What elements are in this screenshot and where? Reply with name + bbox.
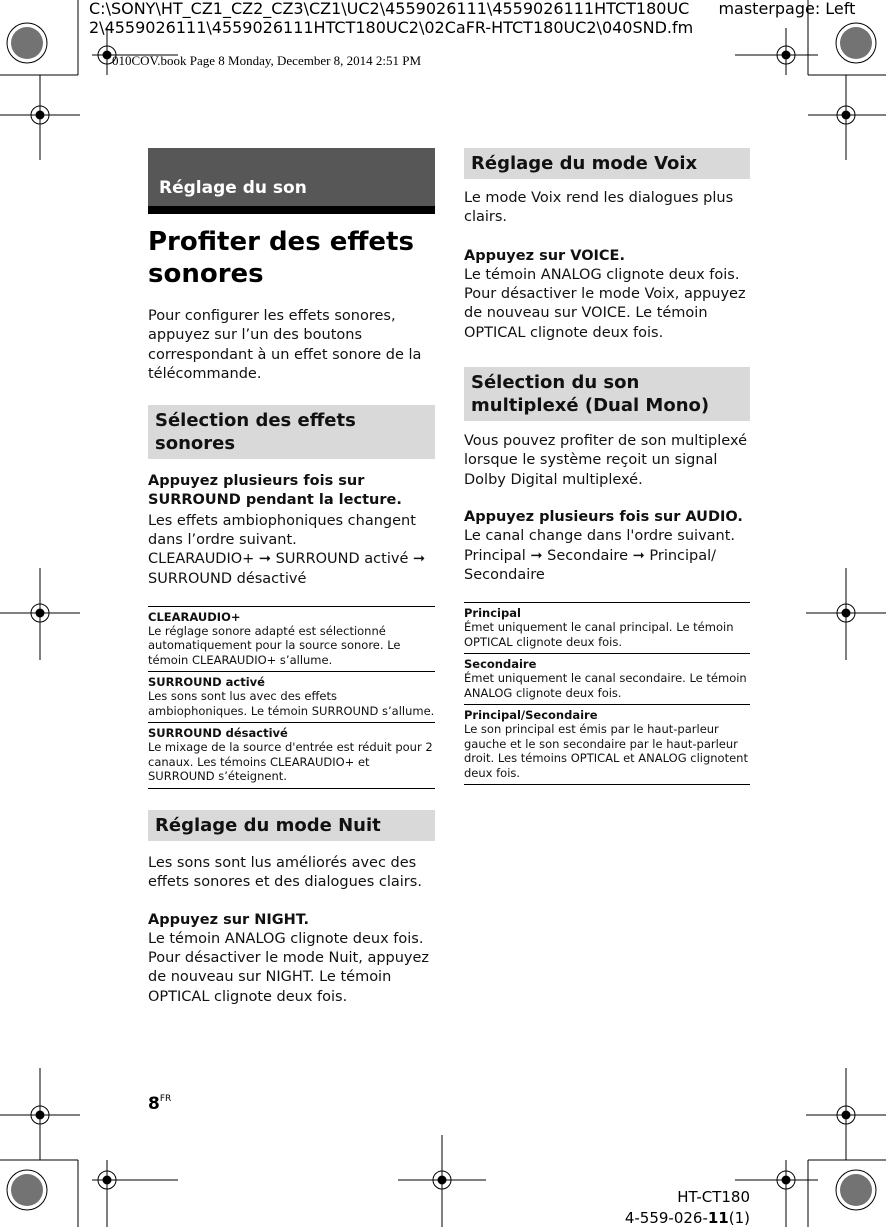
audio-sequence: Principal ➞ Secondaire ➞ Principal/ Secondaire <box>464 547 717 583</box>
table-term: Principal/Secondaire <box>464 708 598 723</box>
chapter-banner-title: Réglage du son <box>159 178 307 198</box>
file-path-line-2: 2\4559026111\4559026111HTCT180UC2\02CaFR-HTCT180UC2\040SND.fm <box>89 18 694 37</box>
page-number <box>148 1094 171 1114</box>
model-number: HT-CT180 <box>677 1188 750 1206</box>
intro-text: Pour configurer les effets sonores, appuyez sur l’un des boutons correspondant à un effet sonore de la télécommande. <box>148 308 422 382</box>
dual-mono-intro: Vous pouvez profiter de son multiplexé lorsque le système reçoit un signal Dolby Digital multiplexé. <box>464 433 748 488</box>
dual-mono-table <box>464 602 750 785</box>
night-intro: Les sons sont lus améliorés avec des effets sonores et des dialogues clairs. <box>148 854 422 891</box>
audio-order-text: Le canal change dans l'ordre suivant. <box>464 528 736 545</box>
surround-order-text: Les effets ambiophoniques changent dans l’ordre suivant. <box>148 512 416 549</box>
table-desc: Le réglage sonore adapté est sélectionné automatiquement pour la source sonore. Le témoin CLEARAUDIO+ s’allume. <box>148 623 401 667</box>
table-row <box>464 705 750 785</box>
section-heading-dual-mono: Sélection du son multiplexé (Dual Mono) <box>464 367 750 421</box>
table-row <box>148 723 435 789</box>
left-column <box>148 148 435 1007</box>
section-heading-night-mode: Réglage du mode Nuit <box>148 810 435 841</box>
section-heading-voice-mode: Réglage du mode Voix <box>464 148 750 179</box>
table-row <box>464 654 750 705</box>
page-number-value: 8 <box>148 1094 160 1114</box>
table-row <box>148 672 435 723</box>
table-desc: Le son principal est émis par le haut-parleur gauche et le son secondaire par le haut-parleur droit. Les témoins OPTICAL et ANALOG clignotent deux fois. <box>464 722 748 780</box>
instruction-voice: Appuyez sur VOICE. <box>464 247 625 264</box>
voice-intro: Le mode Voix rend les dialogues plus clairs. <box>464 190 734 226</box>
surround-sequence: CLEARAUDIO+ ➞ SURROUND activé ➞ SURROUND désactivé <box>148 551 426 587</box>
right-column <box>464 148 750 785</box>
model-info <box>625 1187 750 1229</box>
voice-text: Le témoin ANALOG clignote deux fois. Pour désactiver le mode Voix, appuyez de nouveau sur VOICE. Le témoin OPTICAL clignote deux fois. <box>464 266 746 341</box>
table-term: Secondaire <box>464 657 537 672</box>
book-info: 010COV.book Page 8 Monday, December 8, 2014 2:51 PM <box>112 53 422 68</box>
night-text: Le témoin ANALOG clignote deux fois. Pour désactiver le mode Nuit, appuyez de nouveau sur NIGHT. Le témoin OPTICAL clignote deux fois. <box>148 930 430 1005</box>
table-desc: Émet uniquement le canal principal. Le témoin OPTICAL clignote deux fois. <box>464 620 734 649</box>
sound-effects-table <box>148 606 435 789</box>
table-row <box>464 603 750 654</box>
instruction-audio: Appuyez plusieurs fois sur AUDIO. <box>464 508 743 525</box>
table-term: CLEARAUDIO+ <box>148 609 241 624</box>
chapter-banner <box>148 148 435 214</box>
table-term: SURROUND activé <box>148 675 265 690</box>
table-term: SURROUND désactivé <box>148 726 288 741</box>
page-number-suffix: FR <box>159 1094 172 1104</box>
instruction-surround: Appuyez plusieurs fois sur SURROUND pendant la lecture. <box>148 473 402 509</box>
file-path: C:\SONY\HT_CZ1_CZ2_CZ3\CZ1\UC2\4559026111\4559026111HTCT180UC <box>89 0 690 18</box>
masterpage-label: masterpage: Left <box>718 0 856 18</box>
instruction-night: Appuyez sur NIGHT. <box>148 911 309 928</box>
page-title: Profiter des effets sonores <box>148 227 414 289</box>
section-heading-sound-effects: Sélection des effets sonores <box>148 405 435 459</box>
part-number: 4-559-026-11(1) <box>624 1209 750 1227</box>
table-row <box>148 607 435 673</box>
table-desc: Le mixage de la source d'entrée est réduit pour 2 canaux. Les témoins CLEARAUDIO+ et SURROUND s’éteignent. <box>148 740 433 784</box>
table-desc: Les sons sont lus avec des effets ambiophoniques. Le témoin SURROUND s’allume. <box>148 689 435 718</box>
table-desc: Émet uniquement le canal secondaire. Le témoin ANALOG clignote deux fois. <box>464 671 747 700</box>
table-term: Principal <box>464 606 521 621</box>
